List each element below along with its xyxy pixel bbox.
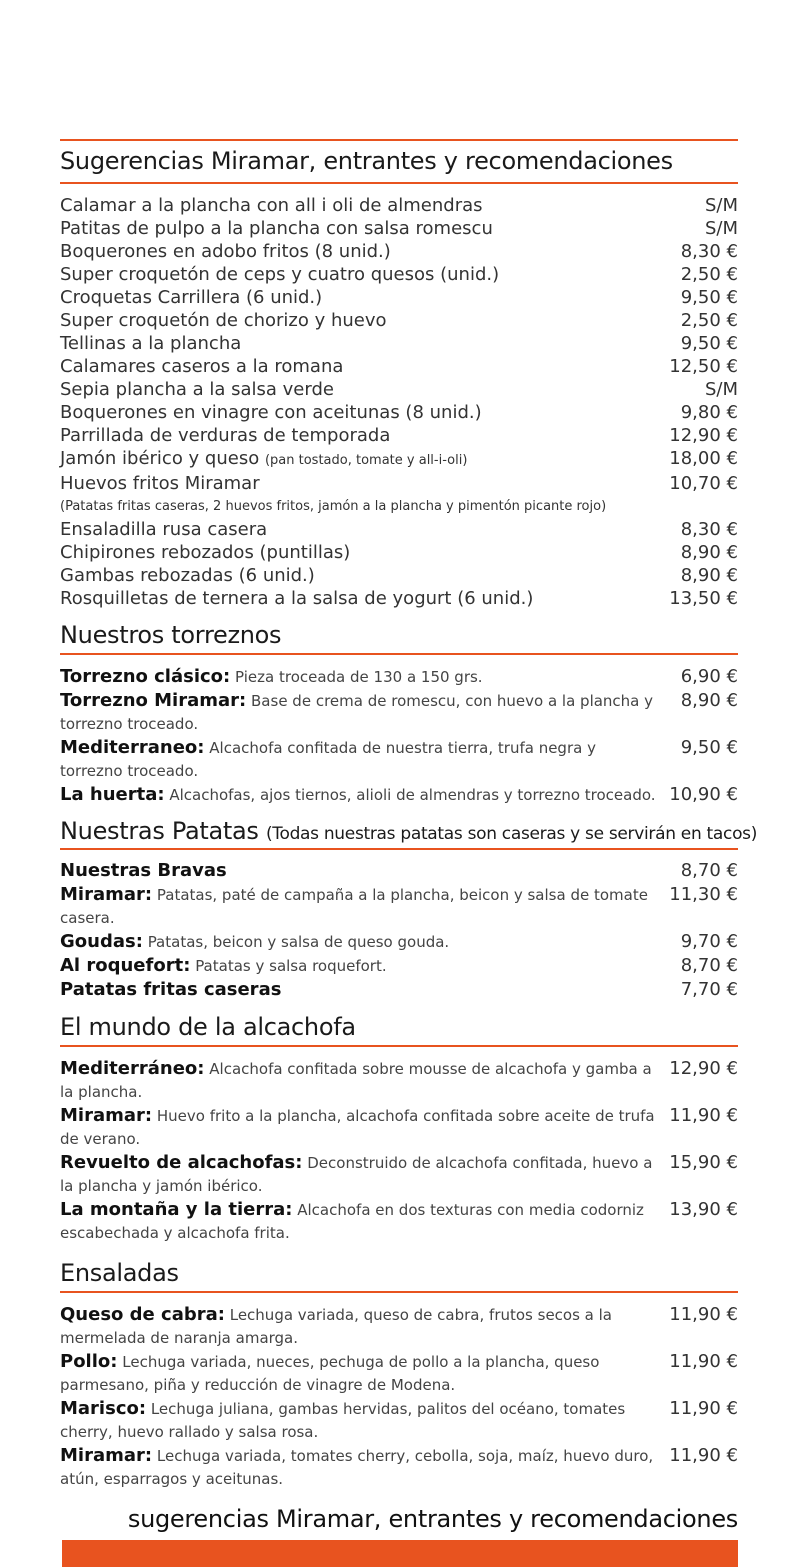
item-name-text: Jamón ibérico y queso	[60, 447, 260, 469]
menu-item	[60, 424, 738, 447]
item-price: S/M	[704, 194, 738, 216]
item-name: Super croquetón de chorizo y huevo	[60, 309, 387, 331]
item-name: Torrezno Miramar:	[60, 689, 247, 711]
item-desc: Lechuga variada, queso de cabra, frutos secos a la mermelada de naranja amarga.	[60, 1305, 612, 1347]
item-price: 12,50 €	[669, 355, 738, 377]
item-text	[60, 859, 660, 883]
section-rule-top	[60, 139, 738, 141]
huevos-note: (Patatas fritas caseras, 2 huevos fritos, jamón a la plancha y pimentón picante rojo)	[60, 498, 607, 514]
item-price: 7,70 €	[680, 979, 738, 1001]
item-name: Patatas fritas caseras	[60, 979, 282, 1001]
item-text	[60, 783, 660, 807]
menu-item	[60, 286, 738, 309]
item-name: Mediterraneo:	[60, 736, 205, 758]
item-name	[60, 447, 467, 472]
item-name: Nuestras Bravas	[60, 860, 227, 882]
item-desc: Pieza troceada de 130 a 150 grs.	[235, 667, 483, 686]
item-price: 10,90 €	[669, 783, 738, 805]
section-title-ensaladas: Ensaladas	[60, 1259, 179, 1288]
item-desc: Lechuga variada, tomates cherry, cebolla, soja, maíz, huevo duro, atún, esparragos y aceitunas.	[60, 1446, 654, 1488]
section-rule	[60, 1045, 738, 1047]
menu-item	[60, 1198, 738, 1245]
menu-item	[60, 978, 738, 1002]
menu-item	[60, 883, 738, 930]
menu-item	[60, 194, 738, 217]
sugerencias-list	[60, 194, 738, 610]
item-price: 11,30 €	[669, 884, 738, 906]
item-text	[60, 930, 660, 954]
item-name: Goudas:	[60, 931, 143, 953]
menu-item	[60, 332, 738, 355]
item-name: Torrezno clásico:	[60, 665, 231, 687]
item-price: 9,50 €	[680, 286, 738, 308]
item-price: 8,30 €	[680, 518, 738, 540]
item-name: Parrillada de verduras de temporada	[60, 424, 391, 446]
menu-item	[60, 1303, 738, 1350]
menu-item	[60, 1444, 738, 1491]
section-title-torreznos: Nuestros torreznos	[60, 620, 282, 649]
item-price: 10,70 €	[669, 472, 738, 494]
item-name: Al roquefort:	[60, 955, 191, 977]
item-desc: Patatas, beicon y salsa de queso gouda.	[147, 933, 450, 952]
torreznos-list	[60, 665, 738, 807]
item-name: Marisco:	[60, 1397, 147, 1419]
item-price: S/M	[704, 378, 738, 400]
item-price: 9,50 €	[680, 736, 738, 758]
menu-item	[60, 564, 738, 587]
item-price: 9,50 €	[680, 332, 738, 354]
item-desc: Alcachofas, ajos tiernos, alioli de almendras y torrezno troceado.	[169, 785, 656, 804]
item-name: Gambas rebozadas (6 unid.)	[60, 564, 315, 586]
section-rule	[60, 848, 738, 850]
item-name: Miramar:	[60, 884, 153, 906]
item-desc: Patatas y salsa roquefort.	[195, 957, 387, 976]
item-price: 8,90 €	[680, 689, 738, 711]
item-desc: Patatas, paté de campaña a la plancha, beicon y salsa de tomate casera.	[60, 886, 648, 928]
patatas-list	[60, 859, 738, 1002]
item-desc: Alcachofa en dos texturas con media codorniz escabechada y alcachofa frita.	[60, 1201, 644, 1243]
menu-item	[60, 930, 738, 954]
item-note: (pan tostado, tomate y all-i-oli)	[264, 452, 468, 468]
menu-item	[60, 447, 738, 472]
menu-item	[60, 954, 738, 978]
item-name: Mediterráneo:	[60, 1058, 205, 1080]
item-text	[60, 1198, 660, 1245]
item-name: Ensaladilla rusa casera	[60, 518, 268, 540]
item-name: Revuelto de alcachofas:	[60, 1152, 303, 1174]
alcachofa-list	[60, 1057, 738, 1245]
menu-item	[60, 665, 738, 689]
item-text	[60, 1151, 660, 1198]
item-name: Croquetas Carrillera (6 unid.)	[60, 286, 323, 308]
item-name: Miramar:	[60, 1444, 153, 1466]
item-name: Rosquilletas de ternera a la salsa de yogurt (6 unid.)	[60, 587, 534, 609]
item-name: Miramar:	[60, 1105, 153, 1127]
menu-item	[60, 240, 738, 263]
item-text	[60, 1303, 660, 1350]
menu-item	[60, 309, 738, 332]
item-price: 6,90 €	[680, 665, 738, 687]
menu-item	[60, 587, 738, 610]
section-rule	[60, 182, 738, 184]
item-price: 11,90 €	[669, 1303, 738, 1325]
item-price: 8,30 €	[680, 240, 738, 262]
menu-item	[60, 1104, 738, 1151]
menu-page	[60, 0, 758, 1491]
item-price: 8,90 €	[680, 564, 738, 586]
item-desc: Lechuga juliana, gambas hervidas, palitos del océano, tomates cherry, huevo rallado y salsa rosa.	[60, 1399, 626, 1441]
item-price: 12,90 €	[669, 424, 738, 446]
item-name: Patitas de pulpo a la plancha con salsa romescu	[60, 217, 493, 239]
item-text	[60, 883, 660, 930]
menu-item	[60, 1350, 738, 1397]
section-title-patatas	[60, 816, 758, 846]
item-name: Pollo:	[60, 1350, 118, 1372]
item-name: Sepia plancha a la salsa verde	[60, 378, 334, 400]
menu-item	[60, 401, 738, 424]
item-desc: Alcachofa confitada de nuestra tierra, trufa negra y torrezno troceado.	[60, 738, 596, 780]
item-price: 11,90 €	[669, 1444, 738, 1466]
menu-item	[60, 783, 738, 807]
item-name: La montaña y la tierra:	[60, 1199, 293, 1221]
item-price: 8,90 €	[680, 541, 738, 563]
section-rule	[60, 653, 738, 655]
item-name: La huerta:	[60, 783, 165, 805]
item-name: Boquerones en vinagre con aceitunas (8 unid.)	[60, 401, 482, 423]
item-desc: Huevo frito a la plancha, alcachofa confitada sobre aceite de trufa de verano.	[60, 1107, 655, 1149]
footer-title: sugerencias Miramar, entrantes y recomendaciones	[127, 1505, 738, 1533]
menu-item	[60, 859, 738, 883]
item-price: 2,50 €	[680, 263, 738, 285]
item-desc: Deconstruido de alcachofa confitada, huevo a la plancha y jamón ibérico.	[60, 1154, 653, 1196]
item-name: Calamares caseros a la romana	[60, 355, 344, 377]
section-rule	[60, 1291, 738, 1293]
item-text	[60, 1397, 660, 1444]
item-name: Super croquetón de ceps y cuatro quesos (unid.)	[60, 263, 500, 285]
menu-item	[60, 263, 738, 286]
item-text	[60, 954, 660, 978]
item-price: S/M	[704, 217, 738, 239]
item-text	[60, 1104, 660, 1151]
menu-item	[60, 1397, 738, 1444]
item-price: 18,00 €	[669, 447, 738, 469]
item-name: Chipirones rebozados (puntillas)	[60, 541, 351, 563]
section-title-sugerencias: Sugerencias Miramar, entrantes y recomendaciones	[60, 147, 673, 175]
item-text	[60, 1350, 660, 1397]
section-title-alcachofa: El mundo de la alcachofa	[60, 1013, 356, 1042]
item-desc: Lechuga variada, nueces, pechuga de pollo a la plancha, queso parmesano, piña y reducción de vinagre de Modena.	[60, 1352, 600, 1394]
menu-item	[60, 355, 738, 378]
menu-item	[60, 472, 738, 495]
item-name: Queso de cabra:	[60, 1303, 225, 1325]
item-price: 13,50 €	[669, 587, 738, 609]
menu-item	[60, 217, 738, 240]
patatas-title-note: (Todas nuestras patatas son caseras y se servirán en tacos)	[265, 823, 758, 844]
item-price: 11,90 €	[669, 1397, 738, 1419]
item-text	[60, 665, 660, 689]
item-price: 11,90 €	[669, 1350, 738, 1372]
menu-item	[60, 518, 738, 541]
menu-item	[60, 1151, 738, 1198]
item-price: 8,70 €	[680, 860, 738, 882]
item-price: 13,90 €	[669, 1199, 738, 1221]
item-name: Tellinas a la plancha	[60, 332, 242, 354]
item-price: 15,90 €	[669, 1152, 738, 1174]
menu-item	[60, 541, 738, 564]
item-text	[60, 1444, 660, 1491]
item-name: Huevos fritos Miramar	[60, 472, 260, 494]
menu-item	[60, 378, 738, 401]
item-text	[60, 978, 660, 1002]
menu-item	[60, 689, 738, 736]
item-price: 11,90 €	[669, 1105, 738, 1127]
item-desc: Alcachofa confitada sobre mousse de alcachofa y gamba a la plancha.	[60, 1060, 652, 1102]
item-text	[60, 689, 660, 736]
patatas-title-text: Nuestras Patatas	[60, 816, 259, 845]
menu-item	[60, 736, 738, 783]
item-name: Boquerones en adobo fritos (8 unid.)	[60, 240, 391, 262]
item-price: 8,70 €	[680, 955, 738, 977]
item-price: 12,90 €	[669, 1058, 738, 1080]
item-price: 9,70 €	[680, 931, 738, 953]
item-name: Calamar a la plancha con all i oli de almendras	[60, 194, 483, 216]
menu-item	[60, 1057, 738, 1104]
item-text	[60, 1057, 660, 1104]
footer-bar	[62, 1540, 738, 1567]
ensaladas-list	[60, 1303, 738, 1491]
item-price: 9,80 €	[680, 401, 738, 423]
item-desc: Base de crema de romescu, con huevo a la plancha y torrezno troceado.	[60, 691, 654, 733]
item-text	[60, 736, 660, 783]
item-price: 2,50 €	[680, 309, 738, 331]
